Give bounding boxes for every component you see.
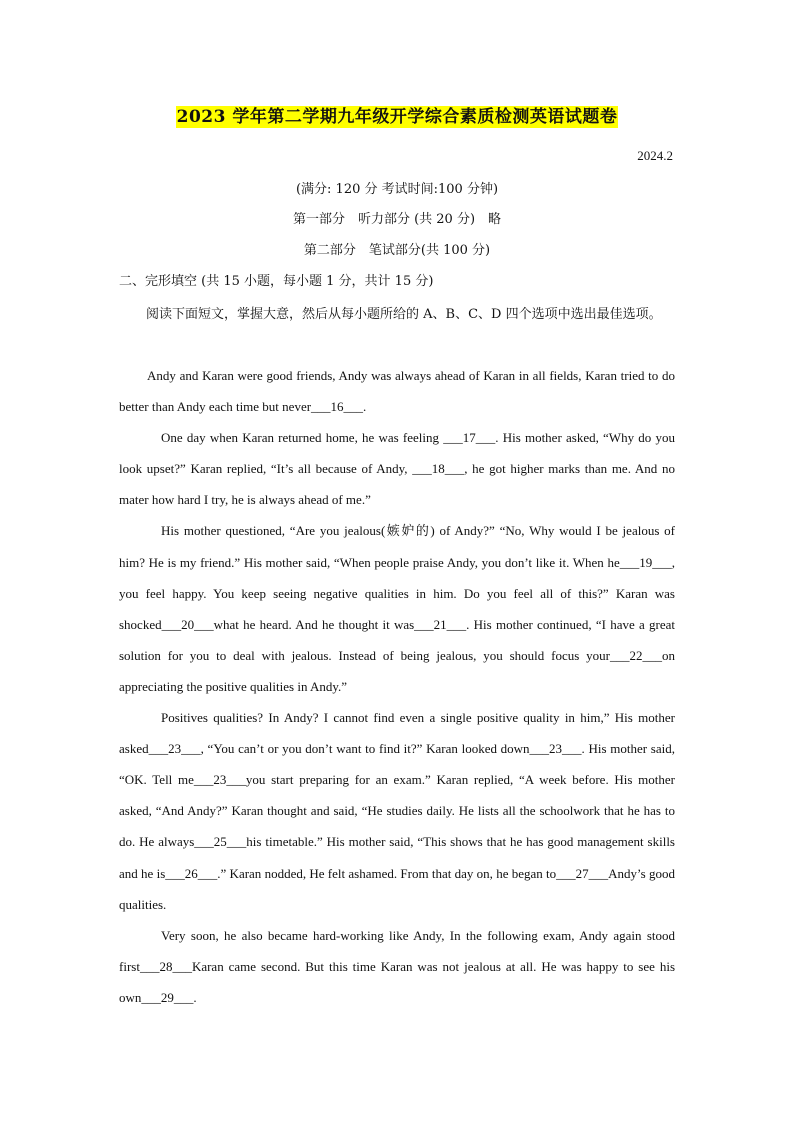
part-one-heading: 第一部分 听力部分 (共 20 分) 略 bbox=[292, 212, 502, 227]
score-time-line: (满分: 120 分 考试时间:100 分钟) bbox=[295, 182, 499, 197]
passage-paragraph: Very soon, he also became hard-working like Andy, In the following exam, Andy again stood first___28___Karan came second. But this time Karan was not jealous at all. He was happy to see his own___29___. bbox=[119, 927, 675, 1005]
passage-paragraph: Positives qualities? In Andy? I cannot find even a single positive quality in him,” His mother asked___23___, “You can’t or you don’t want to find it?” Karan looked down___23___. His mother said, “OK. Tell me___23___you start preparing for an exam.” Karan replied, “A week before. His mother asked, “And Andy?” Karan thought and said, “He studies daily. He lists all the schoolwork that he has to do. He always___25___his timetable.” His mother said, “This shows that he has good management skills and he is___26___.” Karan nodded, He felt ashamed. From that day on, he began to___27___Andy’s good qualities. bbox=[119, 710, 675, 912]
section-heading: 二、完形填空 (共 15 小题，每小题 1 分，共计 15 分) bbox=[119, 274, 434, 289]
title-wrap bbox=[0, 106, 794, 128]
part-two-heading: 第二部分 笔试部分(共 100 分) bbox=[303, 243, 491, 258]
passage bbox=[119, 360, 675, 1013]
passage-paragraph: Andy and Karan were good friends, Andy was always ahead of Karan in all fields, Karan tried to do better than Andy each time but never___16___. bbox=[119, 368, 675, 415]
exam-title: 2023 学年第二学期九年级开学综合素质检测英语试题卷 bbox=[176, 107, 618, 127]
instructions: 阅读下面短文，掌握大意，然后从每小题所给的 A、B、C、D 四个选项中选出最佳选项。 bbox=[146, 307, 662, 322]
passage-paragraph: One day when Karan returned home, he was feeling ___17___. His mother asked, “Why do you look upset?” Karan replied, “It’s all because of Andy, ___18___, he got higher marks than me. And no mater how hard I try, he is always ahead of me.” bbox=[119, 430, 675, 508]
passage-paragraph: His mother questioned, “Are you jealous(嫉妒的) of Andy?” “No, Why would I be jealous of him? He is my friend.” His mother said, “When people praise Andy, you don’t like it. When he___19___, you feel happy. You keep seeing negative qualities in him. Do you feel all of this?” Karan was shocked___20___what he heard. And he thought it was___21___. His mother continued, “I have a great solution for you to deal with jealous. Instead of being jealous, you should focus your___22___on appreciating the positive qualities in Andy.” bbox=[119, 523, 675, 694]
exam-date: 2024.2 bbox=[637, 148, 673, 163]
